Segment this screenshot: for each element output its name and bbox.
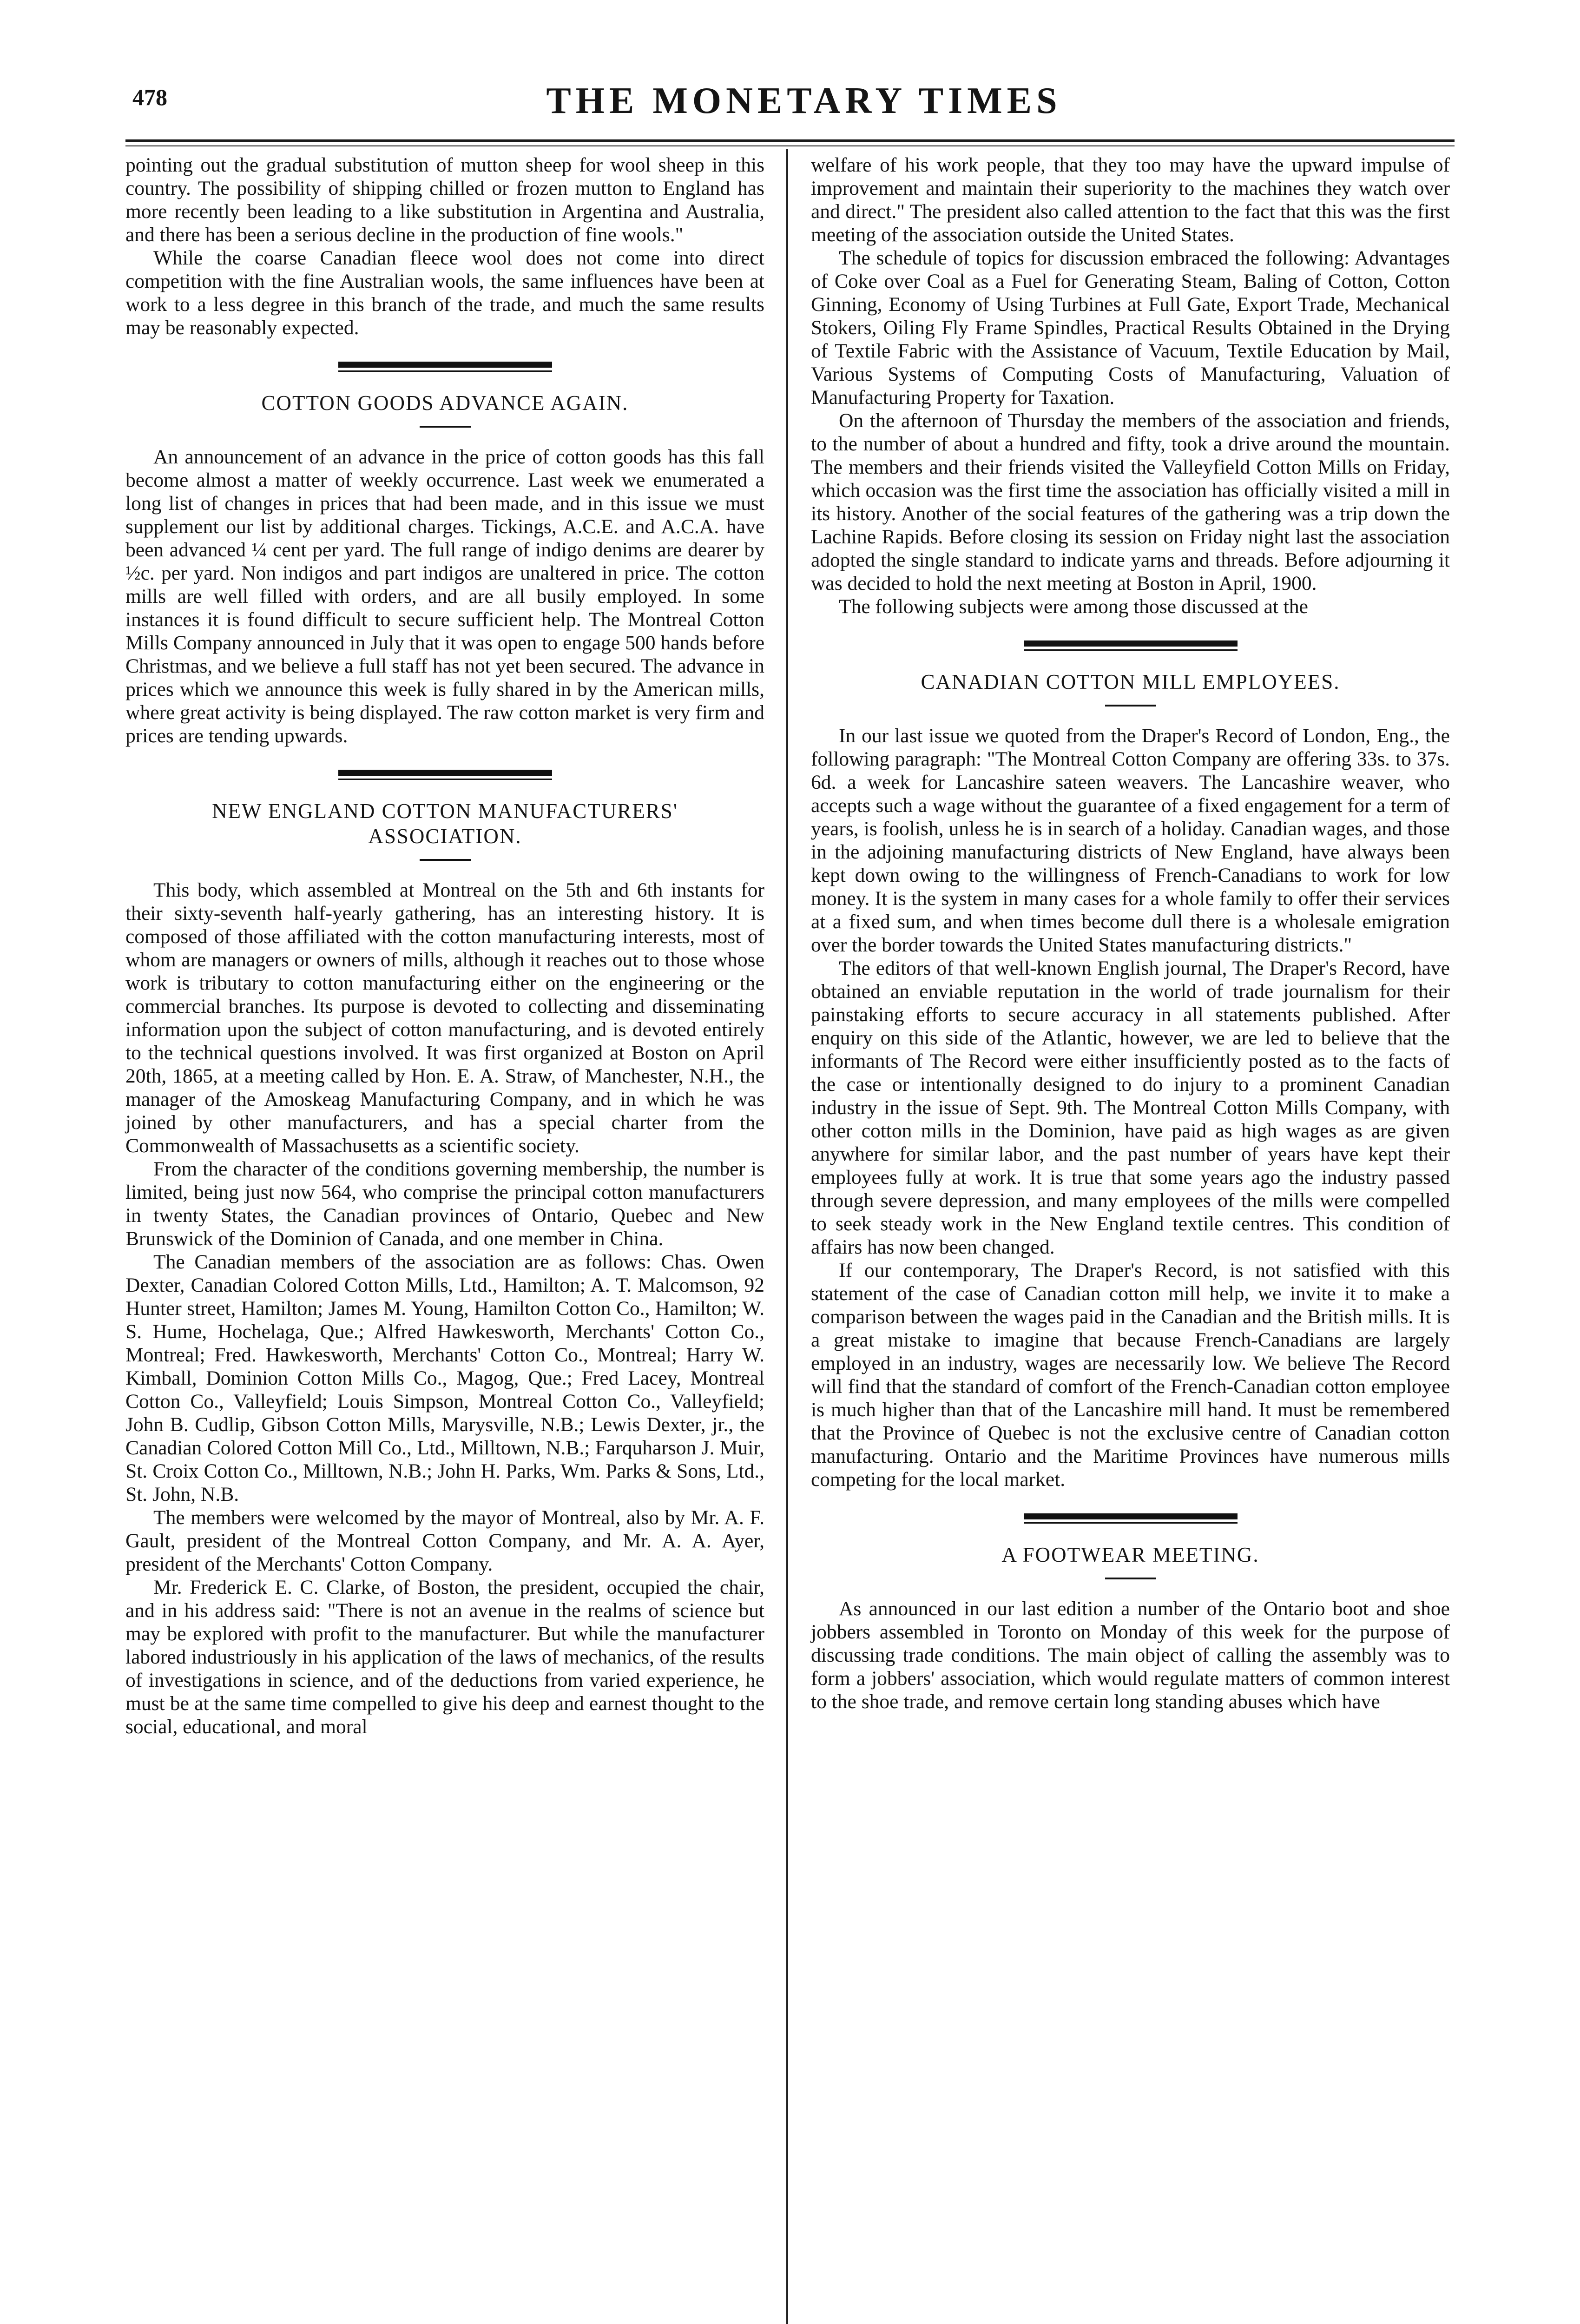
column-divider: [786, 149, 788, 2324]
section-divider: [1024, 1513, 1238, 1524]
article-paragraph: From the character of the conditions governing membership, the number is limited, being just now 564, who comprise the principal cotton manufacturers in twenty States, the Canadian provinces of Ontario, Quebec and New Brunswick of the Dominion of Canada, and one member in China.: [125, 1158, 764, 1250]
article-paragraph: Mr. Frederick E. C. Clarke, of Boston, the president, occupied the chair, and in his address said: "There is not an avenue in the realms of science but may be explored with profit to the manufacturer. But while the manufacturer labored industriously in his application of the laws of mechanics, of the results of investigations in science, and of the deductions from varied experience, he must be at the same time compelled to give his deep and earnest thought to the social, educational, and moral: [125, 1576, 764, 1738]
article-heading-footwear: A FOOTWEAR MEETING.: [1001, 1543, 1259, 1566]
article-paragraph: In our last issue we quoted from the Draper's Record of London, Eng., the following paragraph: "The Montreal Cotton Company are offering 33s. to 37s. 6d. a week for Lancashire sateen weavers. The Lancashire weaver, who accepts such a wage without the guarantee of a fixed engagement for a term of years, is foolish, unless he is in search of a holiday. Canadian wages, and those in the adjoining manufacturing districts of New England, have always been kept down owing to the willingness of French-Canadians to work for low money. It is the system in many cases for a whole family to offer their services at a fixed sum, and when times become dull there is a wholesale emigration over the border towards the United States manufacturing districts.": [811, 725, 1450, 956]
article-paragraph: While the coarse Canadian fleece wool does not come into direct competition with the fine Australian wools, the same influences have been at work to a less degree in this branch of the trade, and much the same results may be reasonably expected.: [125, 247, 764, 339]
article-paragraph: An announcement of an advance in the price of cotton goods has this fall become almost a matter of weekly occurrence. Last week we enumerated a long list of changes in prices that had been made, and in this issue we must supplement our list by additional charges. Tickings, A.C.E. and A.C.A. have been advanced ¼ cent per yard. The full range of indigo denims are dearer by ½c. per yard. Non indigos and part indigos are unaltered in price. The cotton mills are well filled with orders, and are all busily employed. In some instances it is found difficult to secure sufficient help. The Montreal Cotton Mills Company announced in July that it was open to engage 500 hands before Christmas, and we believe a full staff has not yet been secured. The advance in prices which we announce this week is fully shared in by the American mills, where great activity is being displayed. The raw cotton market is very firm and prices are tending upwards.: [125, 446, 764, 747]
left-column: [125, 153, 764, 1738]
header-rule: [125, 139, 1455, 146]
section-divider: [338, 362, 552, 372]
right-column: [811, 153, 1450, 1713]
article-paragraph: On the afternoon of Thursday the members of the association and friends, to the number of about a hundred and fifty, took a drive around the mountain. The members and their friends visited the Valleyfield Cotton Mills on Friday, which occasion was the first time the association has officially visited a mill in its history. Another of the social features of the gathering was a trip down the Lachine Rapids. Before closing its session on Friday night last the association adopted the single standard to indicate yarns and threads. Before adjourning it was decided to hold the next meeting at Boston in April, 1900.: [811, 409, 1450, 594]
article-paragraph: The members were welcomed by the mayor of Montreal, also by Mr. A. F. Gault, president of the Montreal Cotton Company, and Mr. A. A. Ayer, president of the Merchants' Cotton Company.: [125, 1506, 764, 1575]
article-paragraph: As announced in our last edition a number of the Ontario boot and shoe jobbers assembled in Toronto on Monday of this week for the purpose of discussing trade conditions. The main object of calling the assembly was to form a jobbers' association, which would regulate matters of common interest to the shoe trade, and remove certain long standing abuses which have: [811, 1598, 1450, 1713]
masthead-title: THE MONETARY TIMES: [546, 80, 1062, 121]
article-paragraph: If our contemporary, The Draper's Record, is not satisfied with this statement of the case of Canadian cotton mill help, we invite it to make a comparison between the wages paid in the Canadian and the British mills. It is a great mistake to imagine that because French-Canadians are largely employed in an industry, wages are necessarily low. We believe The Record will find that the standard of comfort of the French-Canadian cotton employee is much higher than that of the Lancashire mill hand. It must be remembered that the Province of Quebec is not the exclusive centre of Canadian cotton manufacturing. Ontario and the Maritime Provinces have numerous mills competing for the local market.: [811, 1259, 1450, 1491]
page-number: 478: [132, 84, 167, 110]
article-paragraph: The schedule of topics for discussion embraced the following: Advantages of Coke over Coal as a Fuel for Generating Steam, Baling of Cotton, Cotton Ginning, Economy of Using Turbines at Full Gate, Export Trade, Mechanical Stokers, Oiling Fly Frame Spindles, Practical Results Obtained in the Drying of Textile Fabric with the Assistance of Vacuum, Textile Education by Mail, Various Systems of Computing Costs of Manufacturing, Valuation of Manufacturing Property for Taxation.: [811, 247, 1450, 409]
heading-dash: [1105, 1578, 1156, 1579]
heading-dash: [420, 859, 471, 861]
article-heading-new-england: NEW ENGLAND COTTON MANUFACTURERS' ASSOCIATION.: [212, 799, 678, 848]
article-paragraph: This body, which assembled at Montreal on the 5th and 6th instants for their sixty-seventh half-yearly gathering, has an interesting history. It is composed of those affiliated with the cotton manufacturing interests, most of whom are managers or owners of mills, although it reaches out to those whose work is tributary to cotton manufacturing either on the engineering or the commercial branches. Its purpose is devoted to collecting and disseminating information upon the subject of cotton manufacturing, and is devoted entirely to the technical questions involved. It was first organized at Boston on April 20th, 1865, at a meeting called by Hon. E. A. Straw, of Manchester, N.H., the manager of the Amoskeag Manufacturing Company, and in which he was joined by other manufacturers, and has a special charter from the Commonwealth of Massachusetts as a scientific society.: [125, 879, 764, 1157]
section-divider: [338, 770, 552, 780]
article-heading-cotton-goods: COTTON GOODS ADVANCE AGAIN.: [261, 391, 629, 415]
article-paragraph: pointing out the gradual substitution of mutton sheep for wool sheep in this country. The possibility of shipping chilled or frozen mutton to England has more recently been leading to a like substitution in Argentina and Australia, and there has been a serious decline in the production of fine wools.": [125, 154, 764, 246]
article-paragraph: The following subjects were among those discussed at the: [839, 595, 1308, 618]
article-heading-canadian-mill: CANADIAN COTTON MILL EMPLOYEES.: [921, 670, 1340, 693]
article-paragraph: The Canadian members of the association are as follows: Chas. Owen Dexter, Canadian Colored Cotton Mills, Ltd., Hamilton; A. T. Malcomson, 92 Hunter street, Hamilton; James M. Young, Hamilton Cotton Co., Hamilton; W. S. Hume, Hochelaga, Que.; Alfred Hawkesworth, Merchants' Cotton Co., Montreal; Fred. Hawkesworth, Merchants' Cotton Co., Montreal; Harry W. Kimball, Dominion Cotton Mills Co., Magog, Que.; Fred Lacey, Montreal Cotton Co., Valleyfield; Louis Simpson, Montreal Cotton Co., Valleyfield; John B. Cudlip, Gibson Cotton Mills, Marysville, N.B.; Lewis Dexter, jr., the Canadian Colored Cotton Mill Co., Ltd., Milltown, N.B.; Farquharson J. Muir, St. Croix Cotton Co., Milltown, N.B.; John H. Parks, Wm. Parks & Sons, Ltd., St. John, N.B.: [125, 1251, 764, 1505]
article-paragraph: welfare of his work people, that they too may have the upward impulse of improvement and maintain their superiority to the machines they watch over and direct." The president also called attention to the fact that this was the first meeting of the association outside the United States.: [811, 154, 1450, 246]
section-divider: [1024, 640, 1238, 651]
article-paragraph: The editors of that well-known English journal, The Draper's Record, have obtained an enviable reputation in the world of trade journalism for their painstaking efforts to secure accuracy in all statements published. After enquiry on this side of the Atlantic, however, we are led to believe that the informants of The Record were either insufficiently posted as to the facts of the case or intentionally designed to do injury to a prominent Canadian industry in the issue of Sept. 9th. The Montreal Cotton Mills Company, with other cotton mills in the Dominion, have paid as high wages as are given anywhere for similar labor, and the past number of years have kept their employees fully at work. It is true that some years ago the industry passed through severe depression, and many employees of the mills were compelled to seek steady work in the New England textile centres. This condition of affairs has now been changed.: [811, 957, 1450, 1258]
heading-dash: [1105, 705, 1156, 706]
heading-dash: [420, 426, 471, 428]
